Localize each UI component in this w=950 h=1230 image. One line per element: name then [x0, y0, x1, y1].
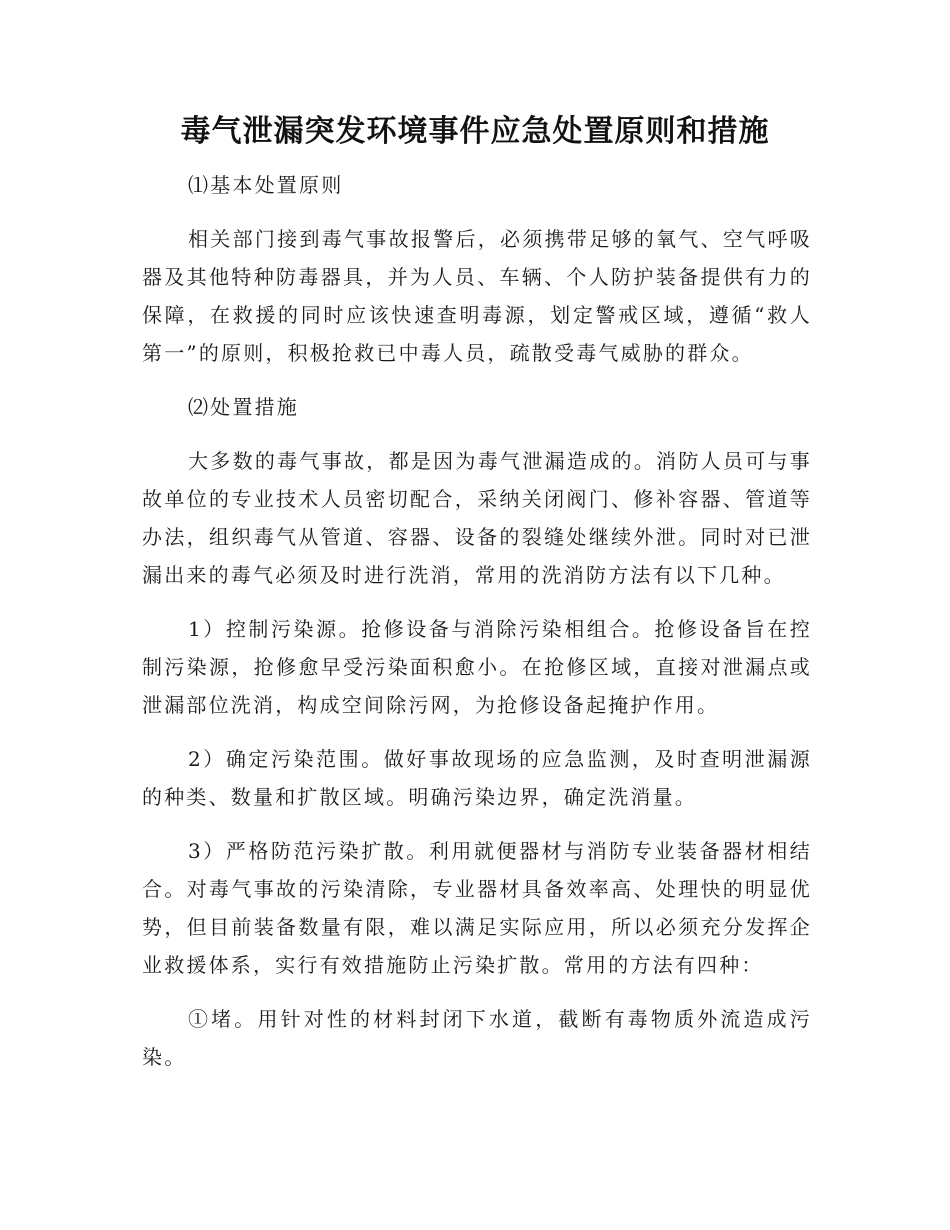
section-heading-measures: ⑵处置措施	[188, 395, 299, 419]
paragraph-principles: 相关部门接到毒气事故报警后，必须携带足够的氧气、空气呼吸器及其他特种防毒器具，并为人员、车辆、个人防护装备提供有力的保障，在救援的同时应该快速查明毒源，划定警戒区域，遵循“救人第一”的原则，积极抢救已中毒人员，疏散受毒气威胁的群众。	[142, 227, 812, 365]
paragraph-pollution-range: 2）确定污染范围。做好事故现场的应急监测，及时查明泄漏源的种类、数量和扩散区域。明确污染边界，确定洗消量。	[142, 747, 812, 809]
paragraph-measures-intro: 大多数的毒气事故，都是因为毒气泄漏造成的。消防人员可与事故单位的专业技术人员密切配合，采纳关闭阀门、修补容器、管道等办法，组织毒气从管道、容器、设备的裂缝处继续外泄。同时对已泄漏出来的毒气必须及时进行洗消，常用的洗消防方法有以下几种。	[142, 449, 812, 587]
paragraph-method-block: ①堵。用针对性的材料封闭下水道，截断有毒物质外流造成污染。	[142, 1007, 812, 1069]
paragraph-control-source: 1）控制污染源。抢修设备与消除污染相组合。抢修设备旨在控制污染源，抢修愈早受污染面积愈小。在抢修区域，直接对泄漏点或泄漏部位洗消，构成空间除污网，为抢修设备起掩护作用。	[142, 617, 812, 717]
document-body	[142, 166, 812, 1092]
paragraph-prevent-spread: 3）严格防范污染扩散。利用就便器材与消防专业装备器材相结合。对毒气事故的污染清除，专业器材具备效率高、处理快的明显优势，但目前装备数量有限，难以满足实际应用，所以必须充分发挥企业救援体系，实行有效措施防止污染扩散。常用的方法有四种：	[142, 839, 812, 977]
section-heading-principles: ⑴基本处置原则	[188, 173, 344, 197]
document-title: 毒气泄漏突发环境事件应急处置原则和措施	[180, 114, 770, 149]
